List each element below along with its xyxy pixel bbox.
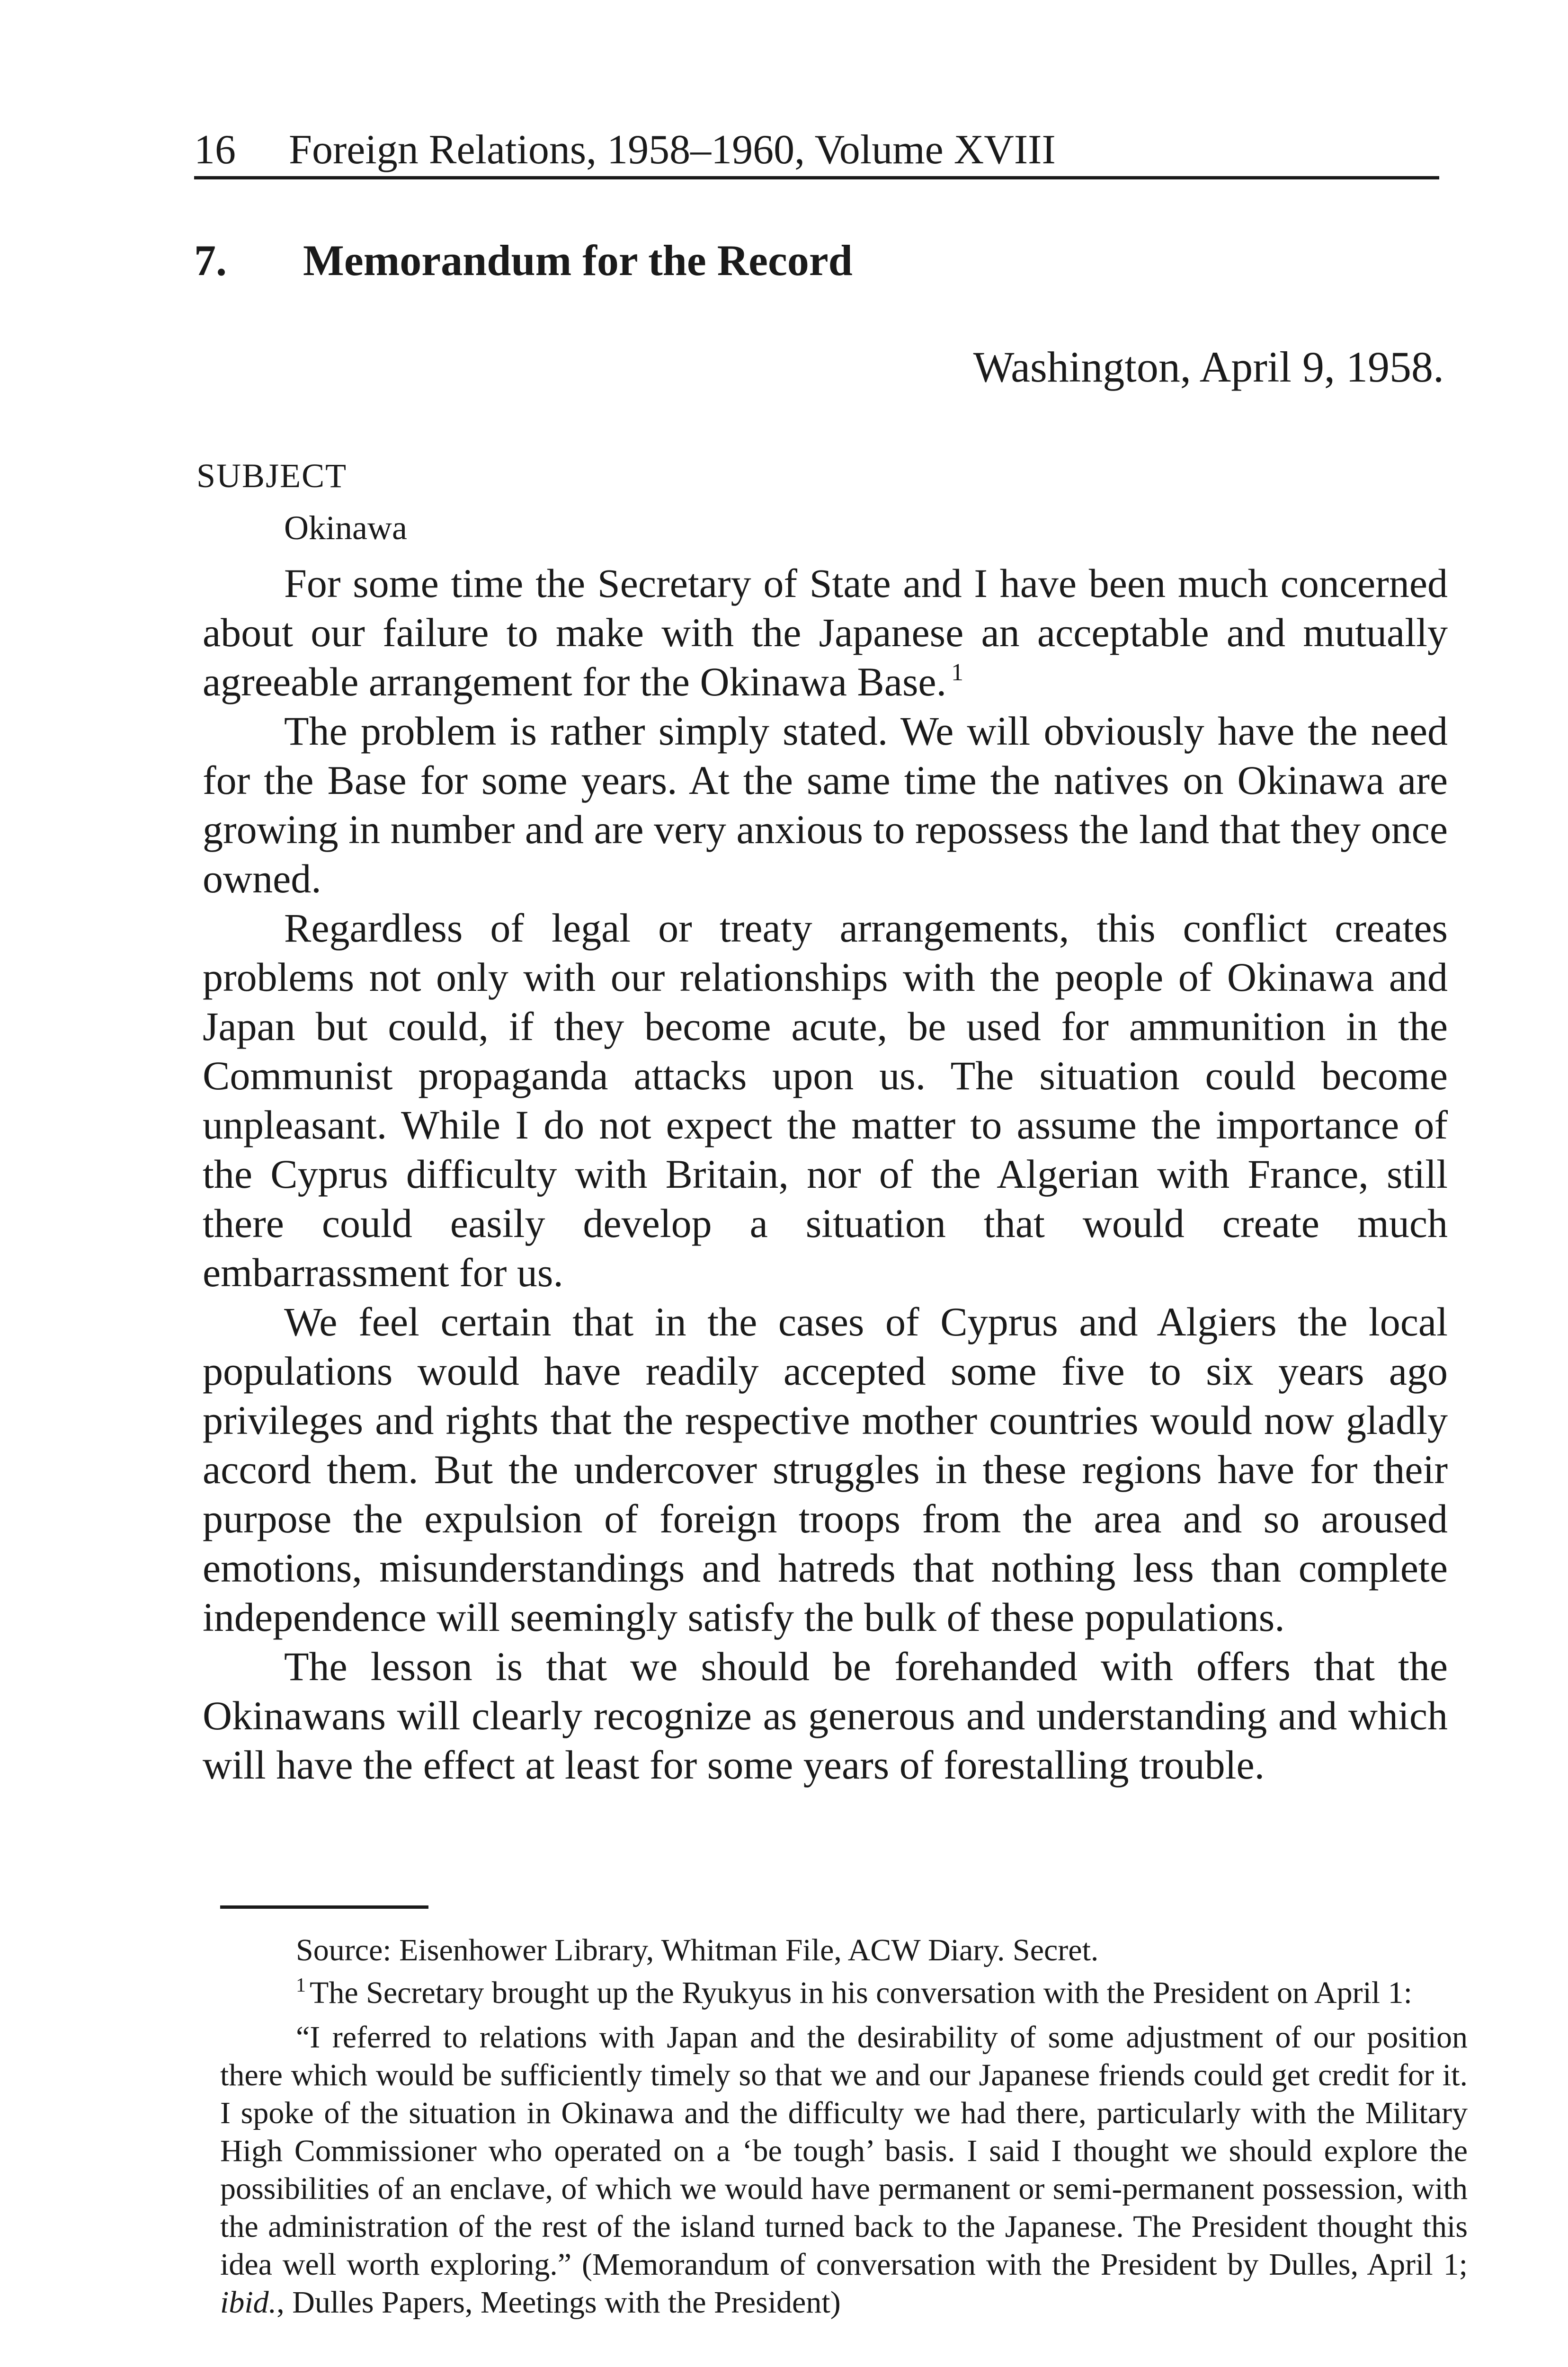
quotation-citation-end: , Dulles Papers, Meetings with the President)	[276, 2285, 841, 2320]
footnote-divider	[220, 1905, 428, 1909]
document-number: 7.	[194, 236, 227, 285]
source-note: Source: Eisenhower Library, Whitman File, ACW Diary. Secret.	[296, 1933, 1099, 1967]
document-title: Memorandum for the Record	[303, 236, 853, 285]
dateline: Washington, April 9, 1958.	[973, 343, 1444, 391]
body-paragraph-5: The lesson is that we should be forehanded with offers that the Okinawans will clearly recognize as generous and understanding and which will have the effect at least for some years of forestalling trouble.	[203, 1644, 1448, 1788]
paragraph-1-text: For some time the Secretary of State and I have been much concerned about our failure to make with the Japanese an acceptable and mutually agreeable arrangement for the Okinawa Base.	[203, 561, 1448, 704]
footnotes	[220, 1931, 1468, 2322]
subject-value: Okinawa	[284, 509, 407, 547]
body-paragraph-4: We feel certain that in the cases of Cyprus and Algiers the local populations would have readily accepted some five to six years ago privileges and rights that the respective mother countries would now gladly accord them. But the undercover struggles in these regions have for their purpose the expulsion of foreign troops from the area and so aroused emotions, misunderstandings and hatreds that nothing less than complete independence will seemingly satisfy the bulk of these populations.	[203, 1299, 1448, 1640]
running-header	[194, 124, 1439, 179]
body-paragraph-1	[203, 559, 1448, 706]
memorandum-body	[203, 559, 1448, 1789]
footnote-1-text: The Secretary brought up the Ryukyus in his conversation with the President on April 1:	[310, 1975, 1412, 2010]
running-title: Foreign Relations, 1958–1960, Volume XVIII	[289, 127, 1056, 173]
ibid-citation: ibid.	[220, 2285, 277, 2320]
page-number: 16	[194, 127, 236, 173]
body-paragraph-3: Regardless of legal or treaty arrangements, this conflict creates problems not only with our relationships with the people of Okinawa and Japan but could, if they become acute, be used for ammunition in the Communist propaganda attacks upon us. The situation could become unpleasant. While I do not expect the matter to assume the importance of the Cyprus difficulty with Britain, nor of the Algerian with France, still there could easily develop a situation that would create much embarrassment for us.	[203, 905, 1448, 1295]
body-paragraph-2: The problem is rather simply stated. We will obviously have the need for the Base for some years. At the same time the natives on Okinawa are growing in number and are very anxious to repossess the land that they once owned.	[203, 708, 1448, 901]
subject-label: SUBJECT	[196, 457, 347, 495]
footnote-1-marker: 1	[296, 1975, 306, 1996]
footnote-reference-1: 1	[951, 659, 964, 686]
quotation-text: “I referred to relations with Japan and the desirability of some adjustment of our position there which would be sufficiently timely so that we and our Japanese friends could get credit for it. I spoke of the situation in Okinawa and the difficulty we had there, particularly with the Military High Commissioner who operated on a ‘be tough’ basis. I said I thought we should explore the possibilities of an enclave, of which we would have permanent or semi-permanent possession, with the administration of the rest of the island turned back to the Japanese. The President thought this idea well worth exploring.” (Memorandum of conversation with the President by Dulles, April 1;	[220, 2020, 1468, 2282]
footnote-1-quotation	[220, 2019, 1468, 2322]
footnote-1	[220, 1974, 1468, 2012]
